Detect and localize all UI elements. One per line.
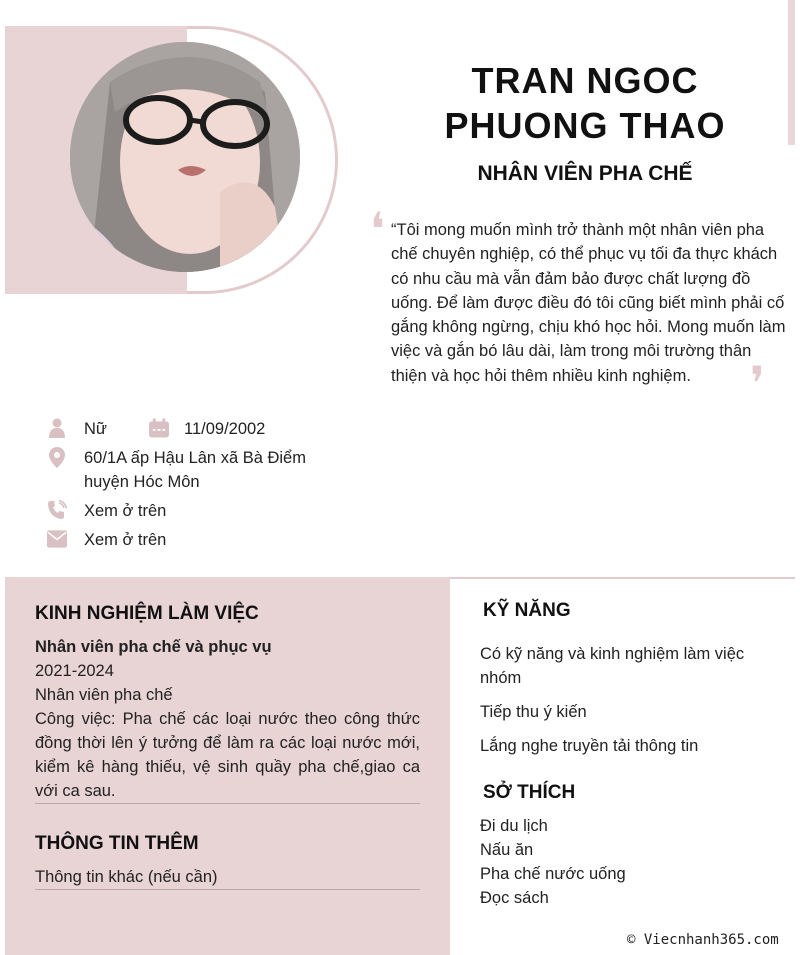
- birthday-value: 11/09/2002: [184, 420, 266, 438]
- experience-divider: [35, 803, 420, 804]
- footer-watermark: © Viecnhanh365.com: [627, 932, 779, 948]
- address-line-2: huyện Hóc Môn: [84, 473, 200, 491]
- skill-item: Tiếp thu ý kiến: [480, 703, 587, 721]
- job-position: NHÂN VIÊN PHA CHẾ: [477, 162, 693, 185]
- email-value: Xem ở trên: [84, 531, 167, 549]
- avatar: [70, 42, 300, 272]
- quote-close-icon: ❜: [750, 356, 765, 410]
- experience-description: Công việc: Pha chế các loại nước theo công thức đồng thời lên ý tưởng để làm ra các loại nước mới, kiểm kê hàng thiếu, vệ sinh quầy pha chế,giao ca với ca sau.: [35, 710, 420, 800]
- avatar-illustration: [70, 42, 300, 272]
- experience-period: 2021-2024: [35, 662, 114, 680]
- more-info-divider: [35, 889, 420, 890]
- career-objective: “Tôi mong muốn mình trở thành một nhân viên pha chế chuyên nghiệp, có thể phục vụ tối đa thực khách có nhu cầu mà vẫn đảm bảo được chất lượng đồ uống. Để làm được điều đó tôi cũng biết mình phải cố gắng không ngừng, chịu khó học hỏi. Mong muốn làm việc và gắn bó lâu dài, làm trong môi trường thân thiện và học hỏi thêm nhiều kinh nghiệm.: [391, 221, 786, 385]
- skill-item: Lắng nghe truyền tải thông tin: [480, 737, 699, 755]
- skills-section-title: KỸ NĂNG: [483, 600, 571, 621]
- section-divider-line: [450, 577, 795, 579]
- hobby-item: Đi du lịch: [480, 817, 548, 835]
- experience-job-title: Nhân viên pha chế và phục vụ: [35, 638, 272, 656]
- more-info-text: Thông tin khác (nếu cần): [35, 868, 218, 886]
- hobby-item: Đọc sách: [480, 889, 549, 907]
- decorative-edge-bar: [788, 0, 795, 145]
- person-icon: [47, 417, 67, 439]
- quote-open-icon: ❛: [370, 202, 385, 256]
- gender-value: Nữ: [84, 420, 107, 438]
- calendar-icon: [149, 417, 169, 439]
- phone-icon: [47, 499, 67, 521]
- hobby-item: Pha chế nước uống: [480, 865, 626, 883]
- phone-value: Xem ở trên: [84, 502, 167, 520]
- more-info-section-title: THÔNG TIN THÊM: [35, 833, 199, 854]
- candidate-name: TRAN NGOC PHUONG THAO: [444, 60, 726, 146]
- experience-role: Nhân viên pha chế: [35, 686, 173, 704]
- experience-section-title: KINH NGHIỆM LÀM VIỆC: [35, 603, 259, 624]
- hobby-item: Nấu ăn: [480, 841, 534, 859]
- skill-item: Có kỹ năng và kinh nghiệm làm việc nhóm: [480, 645, 745, 687]
- hobbies-section-title: SỞ THÍCH: [483, 782, 576, 803]
- address-line-1: 60/1A ấp Hậu Lân xã Bà Điểm: [84, 449, 306, 467]
- location-pin-icon: [47, 446, 67, 468]
- email-icon: [47, 528, 67, 550]
